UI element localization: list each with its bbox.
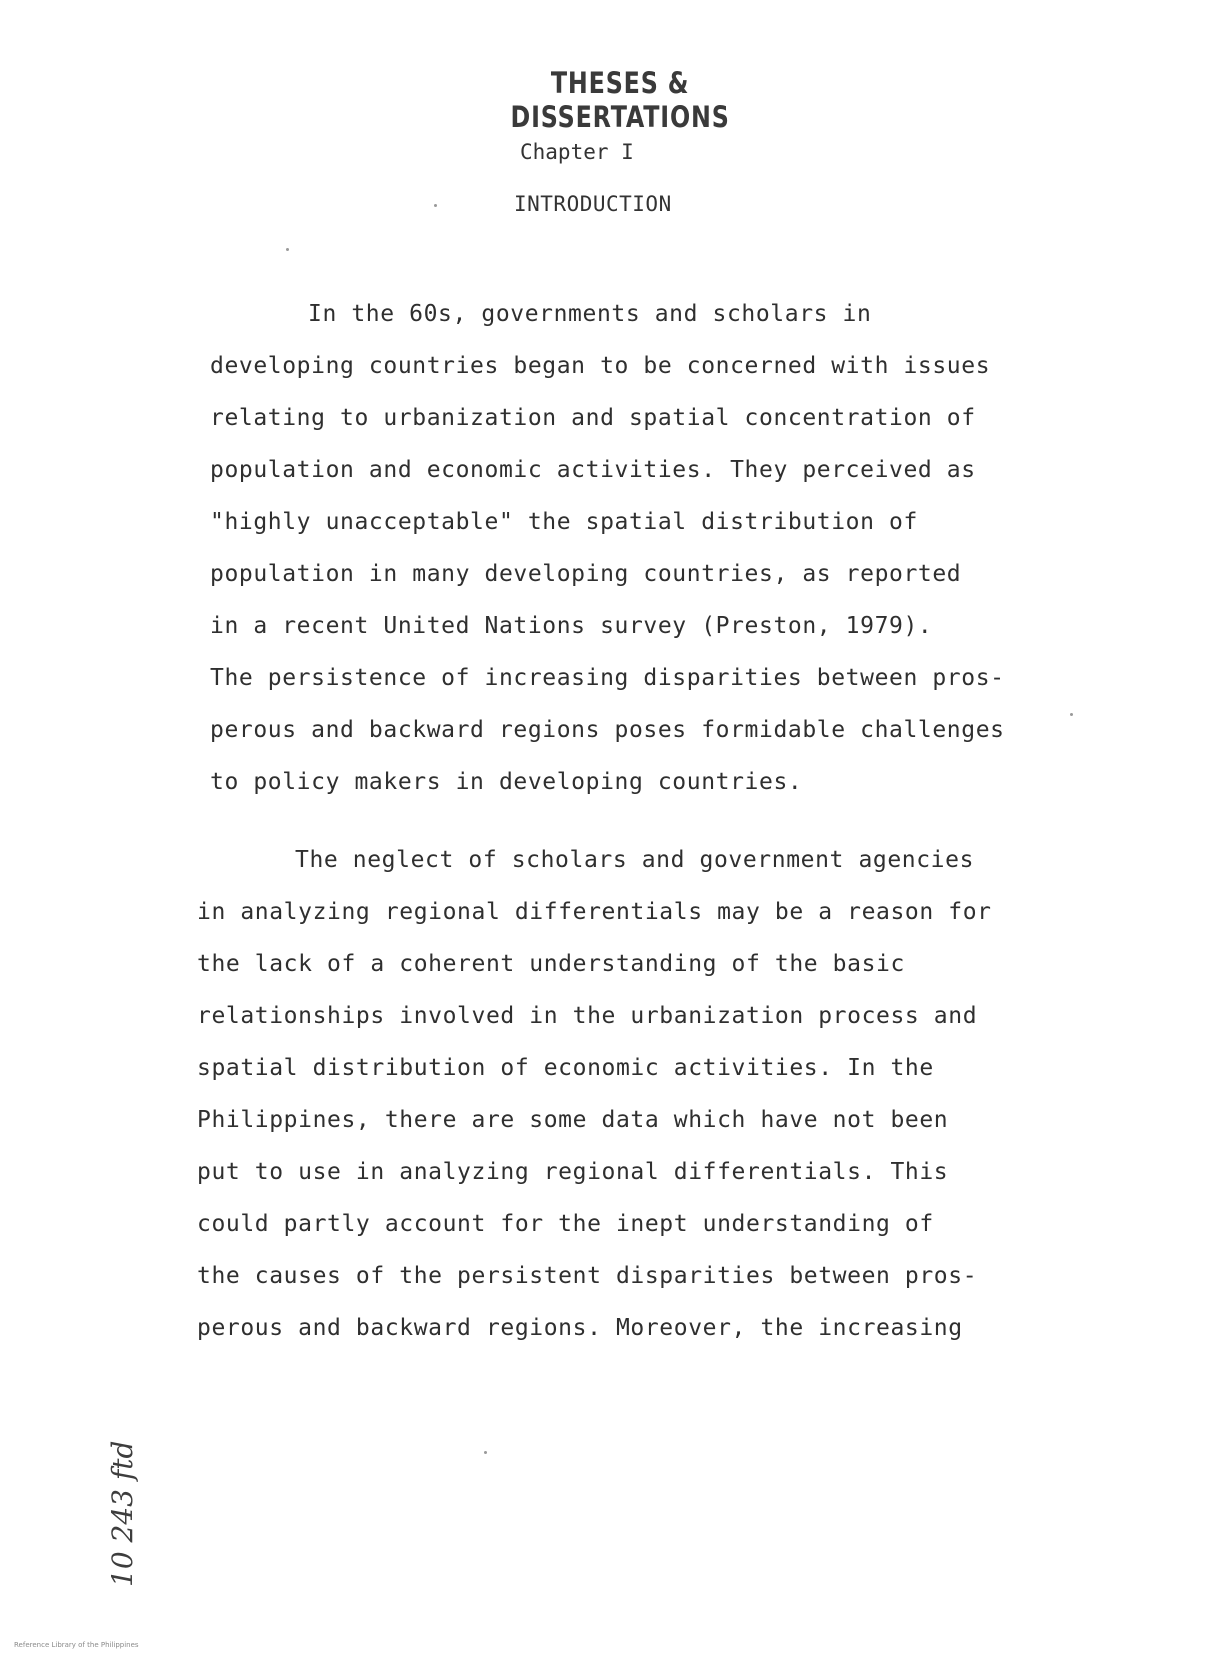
text-line: to policy makers in developing countries. bbox=[210, 769, 803, 795]
text-line: in analyzing regional differentials may be a reason for bbox=[197, 899, 992, 925]
text-line: The persistence of increasing disparities between pros- bbox=[210, 665, 1005, 691]
text-line: population and economic activities. They perceived as bbox=[210, 457, 976, 483]
scan-speck bbox=[1070, 713, 1073, 716]
scan-speck bbox=[286, 248, 289, 251]
chapter-heading: Chapter I bbox=[520, 140, 634, 164]
paragraph-2 bbox=[197, 834, 1107, 1354]
text-line: put to use in analyzing regional differentials. This bbox=[197, 1159, 949, 1185]
theses-stamp: THESES & DISSERTATIONS bbox=[510, 66, 730, 134]
scan-speck bbox=[434, 204, 437, 207]
text-line: relationships involved in the urbanization process and bbox=[197, 1003, 978, 1029]
text-line: perous and backward regions. Moreover, the increasing bbox=[197, 1315, 963, 1341]
paragraph-1 bbox=[210, 288, 1110, 808]
text-line: the causes of the persistent disparities between pros- bbox=[197, 1263, 978, 1289]
handwritten-call-number: 10 243 ftd bbox=[106, 1440, 139, 1587]
margin-annotation bbox=[44, 862, 139, 1587]
text-line: could partly account for the inept understanding of bbox=[197, 1211, 934, 1237]
section-title: INTRODUCTION bbox=[514, 192, 672, 216]
text-line: In the 60s, governments and scholars in bbox=[308, 301, 872, 327]
scan-footer: Reference Library of the Philippines bbox=[14, 1641, 139, 1649]
text-line: relating to urbanization and spatial concentration of bbox=[210, 405, 976, 431]
text-line: developing countries began to be concerned with issues bbox=[210, 353, 991, 379]
text-line: population in many developing countries, as reported bbox=[210, 561, 962, 587]
text-line: Philippines, there are some data which have not been bbox=[197, 1107, 949, 1133]
text-line: "highly unacceptable" the spatial distribution of bbox=[210, 509, 918, 535]
text-line: the lack of a coherent understanding of the basic bbox=[197, 951, 905, 977]
scan-speck bbox=[484, 1451, 487, 1454]
text-line: The neglect of scholars and government agencies bbox=[295, 847, 975, 873]
text-line: spatial distribution of economic activities. In the bbox=[197, 1055, 934, 1081]
text-line: in a recent United Nations survey (Preston, 1979). bbox=[210, 613, 933, 639]
text-line: perous and backward regions poses formidable challenges bbox=[210, 717, 1005, 743]
